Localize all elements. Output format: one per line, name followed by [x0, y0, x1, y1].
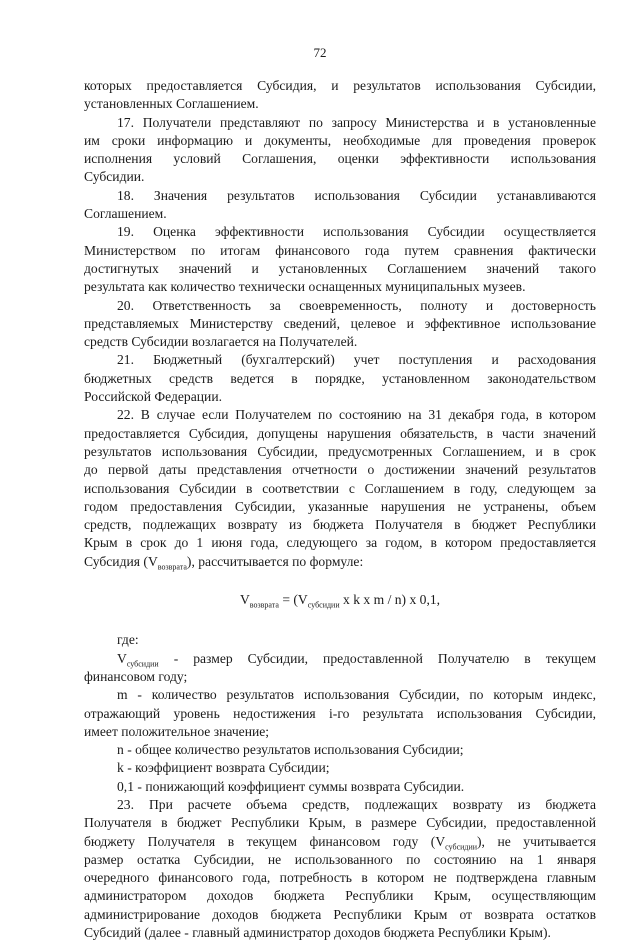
line-text: размер остатка Субсидии, не использованного по состоянию на 1 января [84, 851, 596, 867]
line-text: Субсидии. [84, 169, 145, 185]
formula-mid-subscript: субсидии [307, 600, 340, 610]
line-text: средств, подлежащих возврату из бюджета Получателя в бюджет Республики [84, 517, 596, 533]
text-line [84, 132, 596, 150]
formula-lhs-subscript: возврата [249, 600, 279, 610]
text-line [84, 778, 596, 796]
text-line [84, 223, 596, 241]
line-text: 18. Значения результатов использования Субсидии устанавливаются [117, 187, 596, 203]
line-text: Соглашением. [84, 206, 167, 222]
text-line [84, 814, 596, 832]
line-text: m - количество результатов использования Субсидии, по которым индекс, [117, 687, 596, 703]
text-line [84, 553, 596, 571]
formula-mid: = (V [278, 592, 308, 608]
formula-rhs: x k x m / n) x 0,1, [339, 592, 441, 608]
text-line [84, 315, 596, 333]
line-text: результата как количество технически оснащенных муниципальных музеев. [84, 279, 526, 295]
text-line [84, 351, 596, 369]
line-text: администратором доходов бюджета Республики Крым, осуществляющим [84, 888, 596, 904]
line-text: Крым в срок до 1 июня года, следующего за годом, в котором предоставляется [84, 535, 596, 551]
subscript: субсидии [126, 659, 159, 669]
text-line [84, 333, 596, 351]
subscript: возврата [157, 562, 187, 572]
text-line [84, 723, 596, 741]
line-text: администрирование доходов бюджета Республики Крым от возврата остатков [84, 906, 596, 922]
line-text: до первой даты представления отчетности о достижении значений результатов [84, 462, 596, 478]
line-text: V [117, 650, 127, 666]
subscript: субсидии [445, 842, 478, 852]
line-text: 19. Оценка эффективности использования Субсидии осуществляется [117, 224, 596, 240]
line-text: предоставляется Субсидия, допущены нарушения обязательств, в части значений [84, 425, 596, 441]
text-line [84, 833, 596, 851]
text-line [84, 650, 596, 668]
line-text: n - общее количество результатов использования Субсидии; [117, 742, 464, 758]
document-body [84, 77, 596, 942]
text-line [84, 388, 596, 406]
formula-lhs: V [239, 592, 250, 608]
line-text: Министерством по итогам финансового года путем сравнения фактически [84, 242, 596, 258]
text-line [84, 425, 596, 443]
line-text: финансовом году; [84, 668, 188, 684]
line-text: Российской Федерации. [84, 389, 222, 405]
text-line [84, 498, 596, 516]
line-text: где: [117, 632, 139, 648]
line-text: 17. Получатели представляют по запросу Министерства и в установленные [117, 114, 596, 130]
text-line [84, 906, 596, 924]
line-text: имеет положительное значение; [84, 723, 270, 739]
text-line [84, 205, 596, 223]
line-text: средств Субсидии возлагается на Получателей. [84, 334, 358, 350]
page-number: 72 [313, 45, 327, 60]
line-text: представляемых Министерству сведений, целевое и эффективное использование [84, 315, 596, 331]
line-text: Получателя в бюджет Республики Крым, в размере Субсидии, предоставленной [84, 815, 596, 831]
line-text: которых предоставляется Субсидия, и результатов использования Субсидии, [84, 78, 596, 93]
text-line [84, 759, 596, 777]
line-text-after: ), рассчитывается по формуле: [186, 553, 364, 569]
text-line [84, 516, 596, 534]
text-line [84, 924, 596, 942]
line-text: установленных Соглашением. [84, 96, 259, 112]
text-line [84, 278, 596, 296]
line-text: 0,1 - понижающий коэффициент суммы возврата Субсидии. [117, 778, 465, 794]
formula [84, 591, 596, 609]
text-line [84, 796, 596, 814]
text-line [84, 741, 596, 759]
text-line [84, 461, 596, 479]
line-text: бюджетных средств ведется в порядке, установленном законодательством [84, 370, 596, 386]
text-line [84, 242, 596, 260]
text-line [84, 534, 596, 552]
line-text: 20. Ответственность за своевременность, полноту и достоверность [117, 297, 596, 313]
text-line [84, 168, 596, 186]
line-text-after: - размер Субсидии, предоставленной Получателю в текущем [158, 650, 596, 666]
line-text: результатов использования Субсидии, предусмотренных Соглашением, и в срок [84, 443, 596, 459]
text-line [84, 668, 596, 686]
text-line [84, 705, 596, 723]
line-text: использования Субсидии в соответствии с Соглашением в году, следующем за [84, 480, 596, 496]
line-text: отражающий уровень недостижения i-го результата использования Субсидии, [84, 705, 596, 721]
line-text: 21. Бюджетный (бухгалтерский) учет поступления и расходования [117, 352, 596, 368]
text-line [84, 851, 596, 869]
line-text: очередного финансового года, потребность в котором не подтверждена главным [84, 870, 596, 886]
text-line [84, 187, 596, 205]
text-line [84, 686, 596, 704]
line-text: 22. В случае если Получателем по состоянию на 31 декабря года, в котором [117, 407, 596, 423]
text-line [84, 77, 596, 95]
text-line [84, 406, 596, 424]
text-line [84, 114, 596, 132]
line-text: достигнутых значений и установленных Соглашением значений такого [84, 260, 596, 276]
text-line [84, 95, 596, 113]
line-text: Субсидия (V [84, 553, 158, 569]
text-line [84, 887, 596, 905]
line-text-after: ), не учитывается [477, 833, 596, 849]
text-line [84, 260, 596, 278]
text-line [84, 297, 596, 315]
text-line [84, 370, 596, 388]
line-text: k - коэффициент возврата Субсидии; [117, 760, 330, 776]
text-line [84, 631, 596, 649]
line-text: бюджету Получателя в текущем финансовом году (V [84, 833, 446, 849]
line-text: им сроки информацию и документы, необходимые для проведения проверок [84, 132, 596, 148]
text-line [84, 443, 596, 461]
line-text: Субсидий (далее - главный администратор доходов бюджета Республики Крым). [84, 925, 551, 941]
line-text: годом предоставления Субсидии, указанные нарушения не устранены, объем [84, 498, 596, 514]
text-line [84, 480, 596, 498]
text-line [84, 869, 596, 887]
text-line [84, 150, 596, 168]
line-text: 23. При расчете объема средств, подлежащих возврату из бюджета [117, 796, 596, 812]
line-text: исполнения условий Соглашения, оценки эффективности использования [84, 151, 596, 167]
